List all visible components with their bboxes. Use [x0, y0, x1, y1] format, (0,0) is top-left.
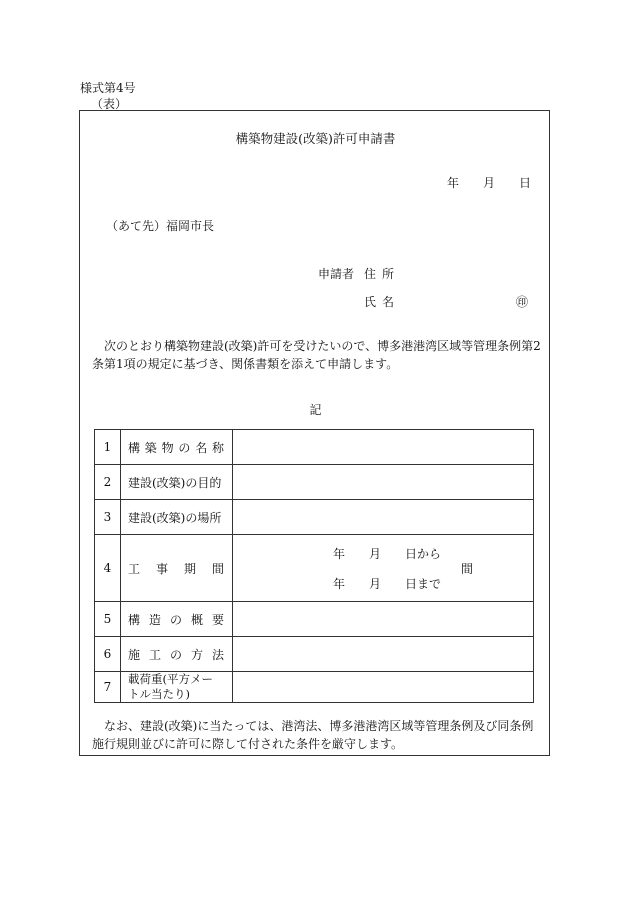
name-label: 氏名 [364, 295, 401, 309]
date-month: 月 [483, 176, 496, 190]
period-to-day: 日まで [405, 577, 442, 591]
date-year: 年 [447, 176, 460, 190]
label-char: の [178, 440, 191, 455]
table-row [95, 637, 534, 672]
document-title: 構築物建設(改築)許可申請書 [235, 131, 396, 146]
seal-mark: ㊞ [516, 295, 529, 309]
table-row [95, 672, 534, 703]
applicant-label: 申請者 [318, 267, 355, 281]
label-char: 構 [128, 612, 141, 627]
period-to-year: 年 [333, 577, 346, 591]
row-label [121, 637, 233, 672]
label-char: の [169, 647, 182, 662]
row-label [121, 602, 233, 637]
label-char: 事 [155, 561, 168, 576]
label-char: 築 [144, 440, 157, 455]
table-row [95, 430, 534, 465]
closing-statement: なお、建設(改築)に当たっては、港湾法、博多港港湾区域等管理条例及び同条例施行規則並びに許可に際して付された条件を厳守します。 [92, 719, 534, 751]
table-row [95, 602, 534, 637]
label-char: 要 [211, 612, 224, 627]
table-row [95, 465, 534, 500]
row-label: 建設(改築)の目的 [121, 465, 233, 500]
row-number: 6 [95, 637, 121, 672]
label-char: 工 [128, 561, 141, 576]
row-label [121, 430, 233, 465]
label-char: 期 [183, 561, 196, 576]
period-duration: 間 [461, 562, 474, 576]
label-char: の [169, 612, 182, 627]
label-char: 物 [161, 440, 174, 455]
period-from-month: 月 [369, 547, 382, 561]
load-field[interactable] [233, 672, 534, 703]
purpose-field[interactable] [233, 465, 534, 500]
document-frame [79, 110, 550, 756]
structure-name-label [128, 439, 232, 456]
label-char: 工 [148, 647, 161, 662]
items-table [94, 429, 534, 703]
form-side-label: （表） [91, 97, 128, 111]
row-number: 7 [95, 672, 121, 703]
row-label [121, 535, 233, 602]
label-char: 間 [211, 561, 224, 576]
label-char: 方 [190, 647, 203, 662]
table-row [95, 500, 534, 535]
label-char: 概 [190, 612, 203, 627]
period-from-year: 年 [333, 547, 346, 561]
structure-name-field[interactable] [233, 430, 534, 465]
address-label: 住所 [364, 267, 401, 281]
structure-outline-label [128, 611, 232, 628]
ki-heading: 記 [309, 403, 322, 417]
label-char: 法 [211, 647, 224, 662]
row-number: 2 [95, 465, 121, 500]
period-from-day: 日から [405, 547, 442, 561]
row-number: 4 [95, 535, 121, 602]
row-label: 建設(改築)の場所 [121, 500, 233, 535]
addressee: （あて先）福岡市長 [106, 219, 215, 233]
load-label: 載荷重(平方メートル当たり) [128, 672, 213, 701]
structure-outline-field[interactable] [233, 602, 534, 637]
row-label [121, 672, 233, 703]
row-number: 1 [95, 430, 121, 465]
application-statement: 次のとおり構築物建設(改築)許可を受けたいので、博多港港湾区域等管理条例第2条第1項の規定に基づき、関係書類を添えて申請します。 [92, 339, 541, 371]
label-char: 名 [195, 440, 208, 455]
row-number: 3 [95, 500, 121, 535]
form-number: 様式第4号 [80, 81, 136, 95]
label-char: 称 [211, 440, 224, 455]
construction-method-label [128, 646, 232, 663]
label-char: 造 [148, 612, 161, 627]
row-number: 5 [95, 602, 121, 637]
table-row [95, 535, 534, 602]
date-day: 日 [519, 176, 532, 190]
period-to-month: 月 [369, 577, 382, 591]
label-char: 施 [128, 647, 141, 662]
construction-period-label [128, 560, 232, 577]
construction-method-field[interactable] [233, 637, 534, 672]
label-char: 構 [128, 440, 141, 455]
location-field[interactable] [233, 500, 534, 535]
construction-period-field[interactable] [233, 535, 534, 602]
